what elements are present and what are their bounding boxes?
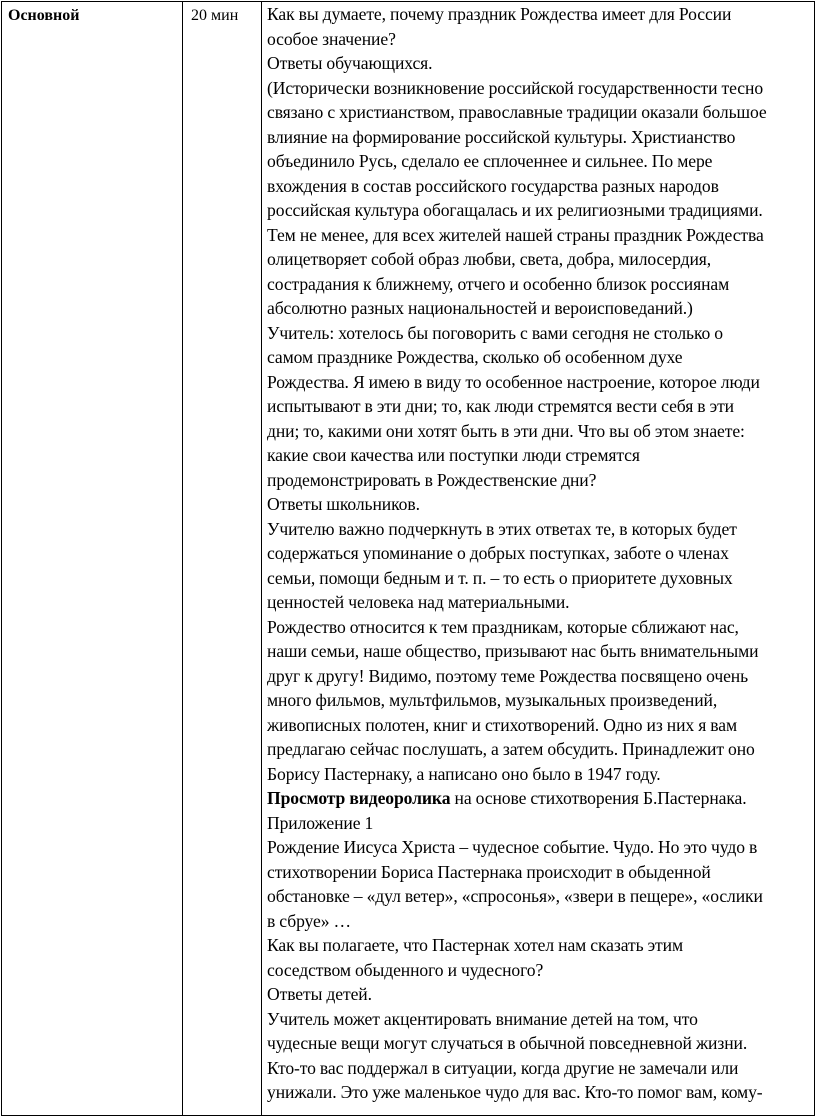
- duration-cell: [183, 2, 262, 1116]
- content-line: продемонстрировать в Рождественские дни?: [267, 469, 597, 490]
- content-paragraph: [267, 835, 814, 933]
- content-line-text: на основе стихотворения Б.Пастернака.: [450, 788, 747, 808]
- content-line: Ответы обучающихся.: [267, 53, 433, 73]
- content-line: Как вы полагаете, что Пастернак хотел нам сказать этим: [267, 935, 683, 955]
- content-cell: [262, 2, 815, 1116]
- content-paragraph: [267, 2, 814, 51]
- content-line: живописных полотен, книг и стихотворений. Одно из них я вам: [267, 714, 738, 735]
- content-line: Ответы школьников.: [267, 494, 420, 514]
- content-line: стихотворении Бориса Пастернака происходит в обыденной: [267, 861, 711, 882]
- content-line: содержаться упоминание о добрых поступках, заботе о членах: [267, 543, 729, 563]
- content-line: семьи, помощи бедным и т. п. – то есть о приоритете духовных: [267, 567, 733, 588]
- table-row: [2, 2, 815, 1116]
- content-line: Рождение Иисуса Христа – чудесное событие. Чудо. Но это чудо в: [267, 837, 758, 857]
- content-paragraph: [267, 982, 814, 1007]
- lesson-content: [262, 2, 814, 1115]
- content-line: Кто-то вас поддержал в ситуации, когда другие не замечали или: [267, 1057, 739, 1078]
- duration-label: 20 мин: [191, 7, 239, 24]
- content-paragraph: [267, 786, 814, 835]
- content-line: унижали. Это уже маленькое чудо для вас. Кто-то помог вам, кому-: [267, 1082, 763, 1102]
- content-line: в сбруе» …: [267, 910, 352, 931]
- stage-cell: [2, 2, 183, 1116]
- content-line: какие свои качества или поступки люди стремятся: [267, 445, 640, 465]
- content-line: соседством обыденного и чудесного?: [267, 959, 544, 980]
- content-line: обстановке – «дул ветер», «спросонья», «звери в пещере», «ослики: [267, 886, 763, 906]
- content-line: чудесные вещи могут случаться в обычной повседневной жизни.: [267, 1033, 748, 1053]
- lesson-plan-table: [1, 1, 815, 1116]
- content-line: [267, 788, 747, 808]
- content-line: наши семьи, наше общество, призывают нас быть внимательными: [267, 641, 759, 661]
- content-line: олицетворяет собой образ любви, света, добра, милосердия,: [267, 249, 712, 269]
- content-line: Ответы детей.: [267, 984, 372, 1004]
- content-line: Учитель: хотелось бы поговорить с вами сегодня не столько о: [267, 322, 724, 343]
- video-viewing-label: Просмотр видеоролика: [267, 788, 451, 808]
- content-paragraph: [267, 492, 814, 517]
- content-line: предлагаю сейчас послушать, а затем обсудить. Принадлежит оно: [267, 739, 755, 759]
- content-line: самом празднике Рождества, сколько об особенном духе: [267, 347, 683, 367]
- content-line: особое значение?: [267, 28, 396, 49]
- content-line: дни; то, какими они хотят быть в эти дни. Что вы об этом знаете:: [267, 420, 745, 441]
- content-paragraph: [267, 933, 814, 982]
- content-line: российская культура обогащалась и их религиозными традициями.: [267, 200, 763, 220]
- content-line: Приложение 1: [267, 812, 374, 833]
- content-paragraph: [267, 517, 814, 615]
- content-line: испытывают в эти дни; то, как люди стремятся вести себя в эти: [267, 396, 734, 416]
- content-paragraph: [267, 321, 814, 493]
- content-paragraph: [267, 76, 814, 321]
- content-line: Рождества. Я имею в виду то особенное настроение, которое люди: [267, 371, 760, 392]
- content-line: вхождения в состав российского государства разных народов: [267, 175, 719, 196]
- content-line: Рождество относится к тем праздникам, которые сближают нас,: [267, 616, 739, 637]
- content-line: Борису Пастернаку, а написано оно было в 1947 году.: [267, 763, 661, 784]
- content-line: Учителю важно подчеркнуть в этих ответах те, в которых будет: [267, 518, 737, 539]
- content-line: связано с христианством, православные традиции оказали большое: [267, 102, 767, 122]
- content-line: Тем не менее, для всех жителей нашей страны праздник Рождества: [267, 224, 764, 245]
- content-line: объединило Русь, сделало ее сплоченнее и сильнее. По мере: [267, 151, 713, 171]
- content-line: абсолютно разных национальностей и вероисповеданий.): [267, 298, 693, 318]
- content-paragraph: [267, 1007, 814, 1105]
- content-paragraph: [267, 615, 814, 787]
- stage-label: Основной: [8, 7, 80, 24]
- content-line: друг к другу! Видимо, поэтому теме Рождества посвящено очень: [267, 665, 749, 686]
- content-line: ценностей человека над материальными.: [267, 592, 570, 612]
- content-line: (Исторически возникновение российской государственности тесно: [267, 77, 764, 98]
- content-line: Учитель может акцентировать внимание детей на том, что: [267, 1008, 698, 1029]
- content-line: сострадания к ближнему, отчего и особенно близок россиянам: [267, 273, 730, 294]
- content-line: Как вы думаете, почему праздник Рождества имеет для России: [267, 4, 732, 24]
- content-paragraph: [267, 51, 814, 76]
- content-line: много фильмов, мультфильмов, музыкальных произведений,: [267, 690, 718, 710]
- content-line: влияние на формирование российской культуры. Христианство: [267, 126, 736, 147]
